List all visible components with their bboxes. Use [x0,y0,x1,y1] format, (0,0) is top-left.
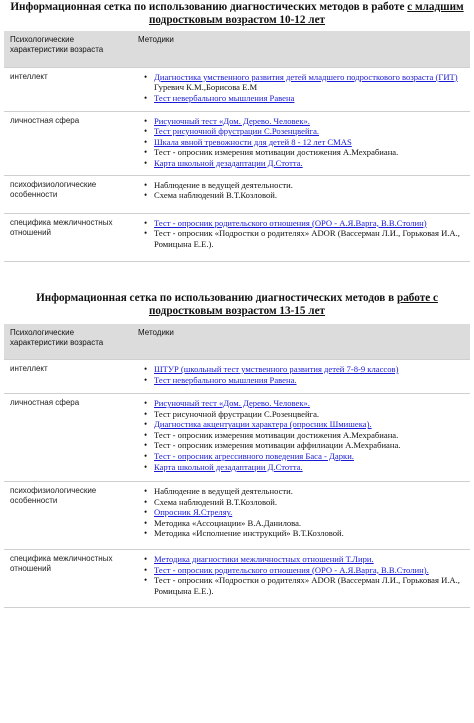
method-link[interactable]: Диагностика умственного развития детей младшего подросткового возраста (ГИТ) [154,71,458,82]
list-item [148,409,464,420]
table-row [4,175,470,213]
method-link[interactable]: Диагностика акцентуации характера (опросник Шмишека). [154,419,372,430]
list-item[interactable] [148,364,464,375]
list-item[interactable] [148,419,464,430]
method-link[interactable]: Тест невербального мышления Равена. [154,374,297,385]
list-item[interactable] [148,451,464,462]
row-methods [132,111,470,175]
list-item [148,147,464,158]
section1-title-text: Информационная сетка по использованию диагностических методов в работе [10,1,408,13]
section2-title [10,292,464,324]
method-link[interactable]: Рисуночный тест «Дом. Дерево. Человек». [154,398,310,408]
method-link[interactable]: ШТУР (школьный тест умственного развития детей 7-8-9 классов) [154,364,399,374]
row-characteristic: психофизиологические особенности [4,175,132,213]
section1-title [10,0,464,31]
method-link[interactable]: Тест невербального мышления Равена [154,92,295,103]
list-item [148,518,464,529]
list-item [148,575,464,596]
list-item[interactable] [148,375,464,386]
section1-col-characteristics: Психологические характеристики возраста [4,31,132,67]
row-methods [132,360,470,394]
method-text: Тест рисуночной фрустрации С.Розенцвейга. [154,408,320,419]
method-link[interactable]: Тест - опросник родительского отношения (ОРО - А.Я.Варга, В.В.Столин). [154,564,429,575]
list-item[interactable] [148,218,464,229]
method-link[interactable]: Тест - опросник агрессивного поведения Баса - Дарки. [154,450,354,461]
method-text: Тест - опросник «Подростки о родителях» ADOR (Вассерман Л.И., Горьковая И.А., Ромицына Е.Е.). [154,575,460,596]
row-methods [132,394,470,482]
list-item [148,497,464,508]
method-text: Тест - опросник «Подростки о родителях» ADOR (Вассерман Л.И., Горьковая И.А., Ромицына Е.Е.). [154,228,460,249]
method-text: Гуревич К.М.,Борисова Е.М [154,82,258,93]
method-text: Тест - опросник измерения мотивации достижения А.Мехрабиана. [154,147,399,158]
list-item[interactable] [148,126,464,137]
method-link[interactable]: Карта школьной дезадаптации Д.Стотта. [154,461,303,472]
section1-table [4,31,470,262]
method-text: Наблюдение в ведущей деятельности. [154,179,293,190]
table-row [4,213,470,261]
method-text: Схема наблюдений В.Т.Козловой. [154,496,277,507]
row-methods [132,175,470,213]
method-text: Наблюдение в ведущей деятельности. [154,486,293,496]
method-text: Тест - опросник измерения мотивации достижения А.Мехрабиана. [154,429,399,440]
table-row [4,360,470,394]
method-link[interactable]: Опросник Я.Стреляу. [154,507,233,518]
method-text: Схема наблюдений В.Т.Козловой. [154,190,277,201]
list-item[interactable] [148,507,464,518]
list-item[interactable] [148,565,464,576]
table-row [4,482,470,550]
method-link[interactable]: Тест - опросник родительского отношения (ОРО - А.Я.Варга, В.В.Столин) [154,217,427,228]
row-characteristic: специфика межличностных отношений [4,213,132,261]
row-methods [132,67,470,111]
row-characteristic: личностная сфера [4,111,132,175]
list-item [148,190,464,201]
list-item[interactable] [148,158,464,169]
method-text: Методика «Исполнение инструкций» В.Т.Козловой. [154,528,344,539]
table-row [4,67,470,111]
list-item[interactable] [148,462,464,473]
row-methods [132,213,470,261]
table-row [4,111,470,175]
list-item [148,228,464,249]
list-item[interactable] [148,72,464,93]
method-link[interactable]: Карта школьной дезадаптации Д.Стотта. [154,157,303,168]
row-methods [132,482,470,550]
list-item[interactable] [148,116,464,127]
section2-title-underlined: работе с подростковым возрастом 13-15 лет [148,291,438,317]
section1-col-methods: Методики [132,31,470,67]
method-link[interactable]: Шкала явной тревожности для детей 8 - 12 лет CMAS [154,136,352,147]
section2-col-characteristics: Психологические характеристики возраста [4,324,132,360]
list-item[interactable] [148,137,464,148]
row-characteristic: интеллект [4,67,132,111]
list-item[interactable] [148,93,464,104]
section2-title-text: Информационная сетка по использованию диагностических методов в [36,291,397,304]
method-link[interactable]: Методика диагностики межличностных отношений Т.Лири. [154,554,374,564]
list-item [148,430,464,441]
row-methods [132,550,470,608]
list-item [148,180,464,191]
method-link[interactable]: Рисуночный тест «Дом. Дерево. Человек». [154,115,310,126]
section2-col-methods: Методики [132,324,470,360]
section1-header-row [4,31,470,67]
row-characteristic: личностная сфера [4,394,132,482]
section2-header-row [4,324,470,360]
method-text: Методика «Ассоциации» В.А.Данилова. [154,517,302,528]
method-text: Тест - опросник измерения мотивации аффилиации А.Мехрабиана. [154,440,401,451]
table-row [4,394,470,482]
section-spacer [4,262,470,288]
section1-title-underlined: с младшим подростковым возрастом 10-12 лет [148,1,464,26]
row-characteristic: интеллект [4,360,132,394]
method-link[interactable]: Тест рисуночной фрустрации С.Розенцвейга. [154,126,320,137]
row-characteristic: психофизиологические особенности [4,482,132,550]
list-item[interactable] [148,398,464,409]
section2-table [4,324,470,609]
list-item [148,486,464,497]
row-characteristic: специфика межличностных отношений [4,550,132,608]
table-row [4,550,470,608]
list-item [148,440,464,451]
list-item[interactable] [148,554,464,565]
list-item [148,528,464,539]
